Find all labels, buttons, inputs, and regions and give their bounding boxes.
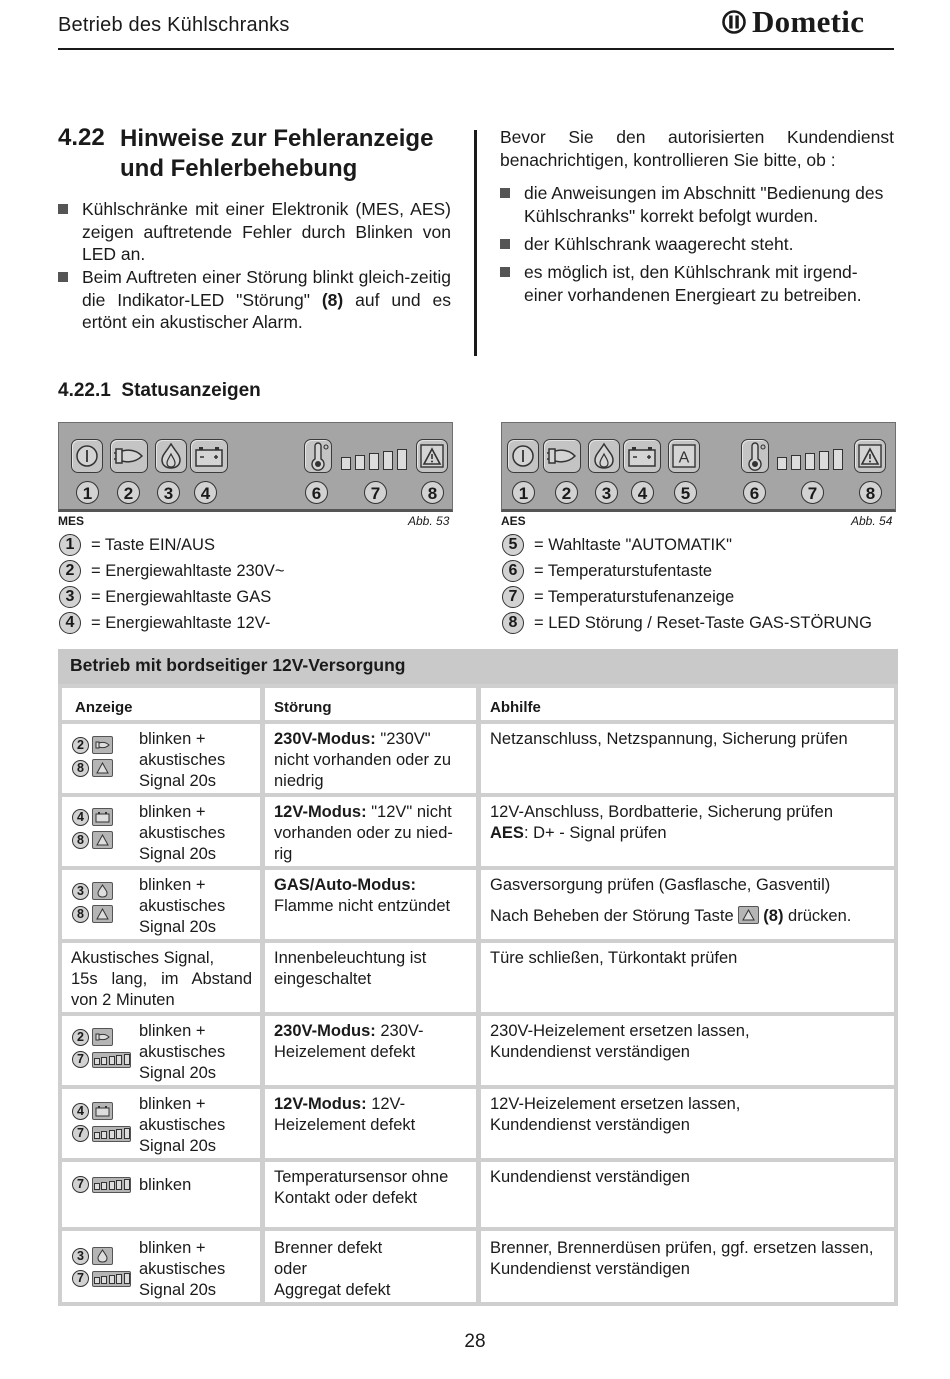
callout-number: 7 (364, 481, 387, 504)
callout-number: 4 (194, 481, 217, 504)
troubleshooting-table (58, 684, 898, 1306)
table-row-5-anzeige: 2 7 blinken + akustisches Signal 20s (62, 1016, 260, 1085)
legend-item: 1 = Taste EIN/AUS (59, 534, 215, 556)
gas-button (588, 439, 620, 473)
level-bar-icon (92, 1052, 131, 1068)
table-row-4-anzeige: Akustisches Signal, 15s lang, im Abstand von 2 Minuten (62, 943, 260, 1012)
running-header: Betrieb des Kühlschranks (58, 14, 290, 36)
flame-icon (92, 882, 113, 900)
table-row-3-stoerung: GAS/Auto-Modus: Flamme nicht entzündet (265, 870, 476, 939)
legend-item: 6 = Temperaturstufentaste (502, 560, 712, 582)
legend-item: 2 = Energiewahltaste 230V~ (59, 560, 285, 582)
table-row-7-stoerung: Temperatursensor ohne Kontakt oder defekt (265, 1162, 476, 1227)
warning-icon (855, 440, 885, 472)
table-row-1-abhilfe: Netzanschluss, Netzspannung, Sicherung prüfen (481, 724, 894, 793)
brand-logo (722, 4, 864, 40)
callout-number: 4 (631, 481, 654, 504)
legend-item: 7 = Temperaturstufenanzeige (502, 586, 734, 608)
level-bar-icon (92, 1126, 131, 1142)
left-bullet-1: Kühlschränke mit einer Elektronik (MES, AES) zeigen auftretende Fehler durch Blinken von LED an. (58, 198, 451, 268)
right-bullet-2: der Kühlschrank waagerecht steht. (500, 233, 894, 257)
warning-icon (92, 831, 113, 849)
column-divider (474, 130, 477, 356)
callout-number: 6 (305, 481, 328, 504)
table-row-8-anzeige: 3 7 blinken + akustisches Signal 20s (62, 1231, 260, 1302)
led-indicator: 8 (72, 905, 113, 923)
auto-key-icon (669, 440, 699, 472)
table-row-8-stoerung: Brenner defekt oder Aggregat defekt (265, 1231, 476, 1302)
right-bullet-3: es möglich ist, den Kühlschrank mit irgend-einer vorhandenen Energieart zu betreiben. (500, 261, 894, 309)
table-row-6-abhilfe: 12V-Heizelement ersetzen lassen, Kundendienst verständigen (481, 1089, 894, 1158)
temperature-button (741, 439, 769, 473)
table-row-6-anzeige: 4 7 blinken + akustisches Signal 20s (62, 1089, 260, 1158)
led-indicator: 8 (72, 831, 113, 849)
fault-button (854, 439, 886, 473)
right-intro: Bevor Sie den autorisierten Kundendienst benachrichtigen, kontrollieren Sie bitte, ob : (500, 127, 894, 170)
table-row-2-abhilfe: 12V-Anschluss, Bordbatterie, Sicherung prüfen AES: D+ - Signal prüfen (481, 797, 894, 866)
led-indicator: 7 (72, 1125, 131, 1142)
table-row-5-stoerung: 230V-Modus: 230V- Heizelement defekt (265, 1016, 476, 1085)
table-row-3-abhilfe: Gasversorgung prüfen (Gasflasche, Gasventil) Nach Beheben der Störung Taste (8) drücken. (481, 870, 894, 939)
table-row-3-anzeige: 3 8 blinken + akustisches Signal 20s (62, 870, 260, 939)
temperature-button (304, 439, 332, 473)
left-bullet-2: Beim Auftreten einer Störung blinkt gleich-zeitig die Indikator-LED "Störung" (8) auf und es ertönt ein akustischer Alarm. (58, 266, 451, 336)
callout-number: 6 (743, 481, 766, 504)
aes-control-panel (501, 422, 896, 512)
battery-icon (92, 808, 113, 826)
table-row-1-stoerung: 230V-Modus: "230V" nicht vorhanden oder zu niedrig (265, 724, 476, 793)
level-bar (777, 457, 787, 470)
level-bar (369, 453, 379, 470)
led-indicator: 2 (72, 736, 113, 754)
level-bar (341, 457, 351, 470)
legend-item: 5 = Wahltaste "AUTOMATIK" (502, 534, 732, 556)
mes-control-panel (58, 422, 453, 512)
thermometer-icon (742, 440, 768, 472)
table-row-1-anzeige: 2 8 blinken + akustisches Signal 20s (62, 724, 260, 793)
flame-icon (92, 1247, 113, 1265)
legend-item: 4 = Energiewahltaste 12V- (59, 612, 270, 634)
warning-icon (92, 905, 113, 923)
230v-button (543, 439, 581, 473)
table-row-2-stoerung: 12V-Modus: "12V" nicht vorhanden oder zu nied- rig (265, 797, 476, 866)
led-indicator: 7 (72, 1270, 131, 1287)
led-indicator: 3 (72, 1247, 113, 1265)
bullet-square-icon (500, 188, 510, 198)
warning-icon (738, 906, 759, 924)
level-bar (397, 449, 407, 470)
table-row-5-abhilfe: 230V-Heizelement ersetzen lassen, Kundendienst verständigen (481, 1016, 894, 1085)
auto-key-label: A (678, 449, 690, 467)
callout-number: 3 (595, 481, 618, 504)
plug-icon (544, 440, 580, 472)
led-indicator: 2 (72, 1028, 113, 1046)
bullet-square-icon (500, 239, 510, 249)
bullet-square-icon (500, 267, 510, 277)
level-bar (791, 455, 801, 470)
flame-icon (156, 440, 186, 472)
battery-icon (191, 440, 227, 472)
level-bar (833, 449, 843, 470)
level-bar (355, 455, 365, 470)
callout-number: 2 (555, 481, 578, 504)
level-bar (383, 451, 393, 470)
table-row-2-anzeige: 4 8 blinken + akustisches Signal 20s (62, 797, 260, 866)
led-indicator: 3 (72, 882, 113, 900)
callout-number: 8 (859, 481, 882, 504)
led-indicator: 8 (72, 759, 113, 777)
230v-button (110, 439, 148, 473)
table-row-4-abhilfe: Türe schließen, Türkontakt prüfen (481, 943, 894, 1012)
led-indicator: 4 (72, 808, 113, 826)
figure-caption-53: Abb. 53 (408, 514, 450, 528)
subsection-heading: 4.22.1 Statusanzeigen (58, 380, 261, 401)
figure-caption-54: Abb. 54 (851, 514, 893, 528)
legend-item: 8 = LED Störung / Reset-Taste GAS-STÖRUNG (502, 612, 872, 634)
callout-number: 1 (512, 481, 535, 504)
callout-number: 3 (157, 481, 180, 504)
warning-icon (92, 759, 113, 777)
gas-button (155, 439, 187, 473)
column-header-anzeige: Anzeige (62, 688, 260, 720)
callout-number: 1 (76, 481, 99, 504)
right-bullet-1: die Anweisungen im Abschnitt "Bedienung des Kühlschranks" korrekt befolgt wurden. (500, 182, 894, 230)
plug-icon (111, 440, 147, 472)
table-row-8-abhilfe: Brenner, Brennerdüsen prüfen, ggf. ersetzen lassen, Kundendienst verständigen (481, 1231, 894, 1302)
callout-number: 5 (674, 481, 697, 504)
section-title: Hinweise zur Fehleranzeige und Fehlerbehebung (120, 125, 434, 182)
battery-icon (624, 440, 660, 472)
automatic-button (668, 439, 700, 473)
12v-button (623, 439, 661, 473)
thermometer-icon (305, 440, 331, 472)
legend-item: 3 = Energiewahltaste GAS (59, 586, 271, 608)
warning-icon (417, 440, 447, 472)
plug-icon (92, 1028, 113, 1046)
table-row-4-stoerung: Innenbeleuchtung ist eingeschaltet (265, 943, 476, 1012)
column-header-stoerung: Störung (265, 688, 476, 720)
page-number: 28 (464, 1331, 486, 1352)
table-row-7-abhilfe: Kundendienst verständigen (481, 1162, 894, 1227)
section-number: 4.22 (58, 124, 105, 151)
level-bar-icon (92, 1177, 131, 1193)
bullet-square-icon (58, 204, 68, 214)
power-icon (508, 440, 538, 472)
column-header-abhilfe: Abhilfe (481, 688, 894, 720)
header-rule (58, 48, 894, 50)
table-title: Betrieb mit bordseitiger 12V-Versorgung (70, 655, 406, 675)
bullet-square-icon (58, 272, 68, 282)
plug-icon (92, 736, 113, 754)
flame-icon (589, 440, 619, 472)
led-indicator: 7 (72, 1176, 131, 1193)
battery-icon (92, 1102, 113, 1120)
table-row-6-stoerung: 12V-Modus: 12V- Heizelement defekt (265, 1089, 476, 1158)
table-row-7-anzeige: 7 blinken (62, 1162, 260, 1227)
power-icon (72, 440, 102, 472)
callout-number: 2 (117, 481, 140, 504)
led-indicator: 4 (72, 1102, 113, 1120)
power-button (71, 439, 103, 473)
panel-label-mes: MES (58, 514, 85, 528)
led-indicator: 7 (72, 1051, 131, 1068)
dometic-logo-icon (722, 10, 746, 34)
brand-name: Dometic (752, 4, 865, 39)
12v-button (190, 439, 228, 473)
panel-label-aes: AES (501, 514, 526, 528)
callout-number: 8 (421, 481, 444, 504)
fault-button (416, 439, 448, 473)
level-bar (805, 453, 815, 470)
level-bar (819, 451, 829, 470)
power-button (507, 439, 539, 473)
level-bar-icon (92, 1271, 131, 1287)
callout-number: 7 (801, 481, 824, 504)
